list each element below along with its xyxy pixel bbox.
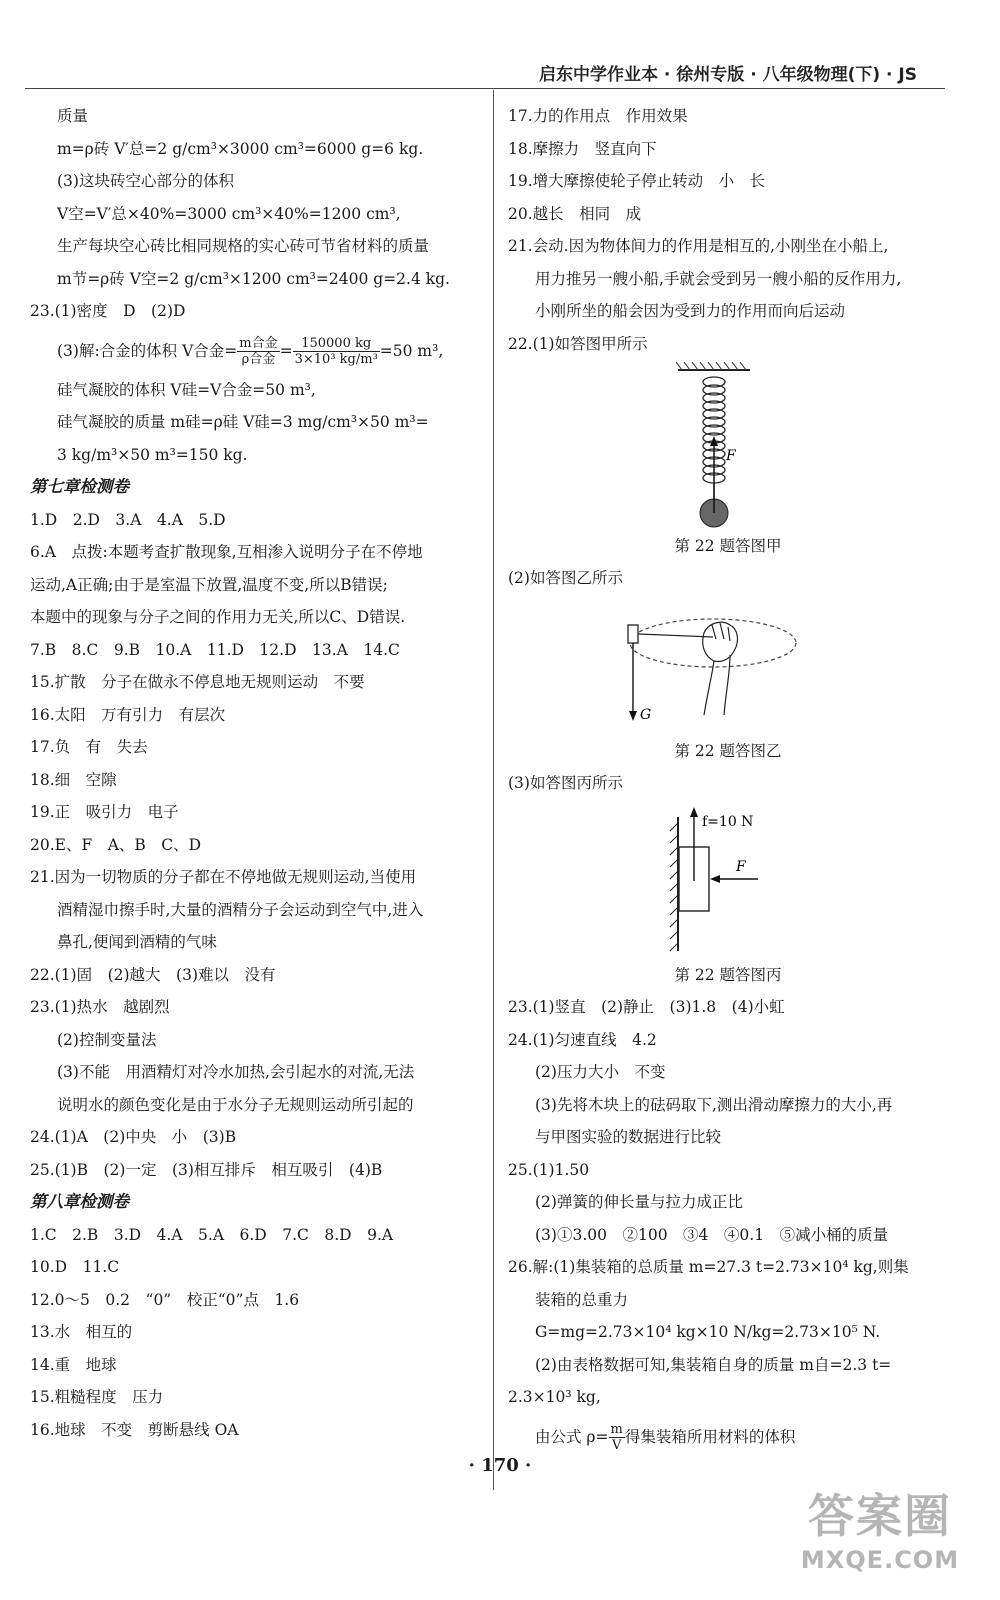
answer-line: 24.(1)A (2)中央 小 (3)B	[30, 1128, 237, 1146]
swinging-object-diagram	[508, 595, 948, 735]
answer-line: (2)由表格数据可知,集装箱自身的质量 m自=2.3 t=	[535, 1355, 892, 1374]
fraction	[609, 1422, 625, 1453]
figure-swinging-object	[508, 595, 948, 735]
answer-line: 说明水的颜色变化是由于水分子无规则运动所引起的	[57, 1095, 414, 1114]
answer-line: 本题中的现象与分子之间的作用力无关,所以C、D错误.	[30, 608, 406, 626]
push-force-label: F	[736, 859, 746, 875]
fraction	[293, 336, 380, 367]
answer-line: 24.(1)匀速直线 4.2	[508, 1030, 657, 1049]
answer-line: 1.C 2.B 3.D 4.A 5.A 6.D 7.C 8.D 9.A	[30, 1225, 394, 1244]
formula-line	[508, 1414, 948, 1460]
answer-line: (2)压力大小 不变	[535, 1063, 666, 1081]
column-divider	[493, 90, 494, 1490]
answer-line: (3)如答图丙所示	[508, 773, 623, 792]
answer-line: (2)弹簧的伸长量与拉力成正比	[535, 1193, 743, 1211]
answer-line: 20.E、F A、B C、D	[30, 835, 202, 854]
formula-text: (3)解:合金的体积 V合金=	[57, 341, 238, 360]
answer-line: (2)如答图乙所示	[508, 569, 623, 587]
answer-line: 12.0～5 0.2 “0” 校正“0”点 1.6	[30, 1290, 300, 1309]
answer-line: 14.重 地球	[30, 1355, 117, 1374]
answer-line: 23.(1)密度 D (2)D	[30, 302, 186, 320]
answer-line: 质量	[57, 107, 89, 125]
force-label-f: F	[726, 448, 736, 464]
formula-text: 得集装箱所用材料的体积	[624, 1427, 796, 1446]
fraction-denominator: ρ合金	[241, 352, 276, 367]
formula-line	[30, 328, 480, 374]
spring-ball-diagram	[508, 360, 948, 530]
right-column	[508, 100, 948, 1460]
page-number: · 170 ·	[468, 1455, 532, 1476]
figure-caption: 第 22 题答图乙	[674, 741, 782, 760]
answer-line: 25.(1)B (2)一定 (3)相互排斥 相互吸引 (4)B	[30, 1160, 383, 1179]
friction-label: f=10 N	[702, 814, 754, 830]
fraction-numerator: m合金	[239, 336, 278, 351]
answer-line: (3)这块砖空心部分的体积	[57, 172, 234, 190]
figure-spring-ball	[508, 360, 948, 530]
answer-line: 15.扩散 分子在做永不停息地无规则运动 不要	[30, 673, 365, 691]
answer-line: 1.D 2.D 3.A 4.A 5.D	[30, 510, 226, 529]
answer-line: V空=V′总×40%=3000 cm³×40%=1200 cm³,	[57, 204, 401, 223]
answer-line: 生产每块空心砖比相同规格的实心砖可节省材料的质量	[57, 237, 430, 255]
answer-line: 16.太阳 万有引力 有层次	[30, 705, 226, 724]
formula-text: =50 m³,	[379, 341, 444, 360]
answer-line: 7.B 8.C 9.B 10.A 11.D 12.D 13.A 14.C	[30, 640, 400, 659]
answer-line: 21.因为一切物质的分子都在不停地做无规则运动,当使用	[30, 868, 417, 886]
figure-caption: 第 22 题答图甲	[674, 537, 782, 555]
formula-text: =	[279, 341, 293, 360]
formula-text: 由公式 ρ=	[535, 1427, 609, 1446]
answer-line: 13.水 相互的	[30, 1323, 133, 1341]
answer-line: 10.D 11.C	[30, 1258, 120, 1276]
fraction-denominator: 3×10³ kg/m³	[294, 352, 378, 367]
section-title-chapter8: 第八章检测卷	[30, 1192, 129, 1211]
figure-caption: 第 22 题答图丙	[674, 966, 782, 984]
answer-line: 22.(1)固 (2)越大 (3)难以 没有	[30, 965, 276, 984]
watermark-url: MXQE.COM	[800, 1546, 960, 1574]
answer-line: 与甲图实验的数据进行比较	[535, 1128, 722, 1146]
answer-line: 17.力的作用点 作用效果	[508, 107, 688, 125]
block-wall-diagram	[508, 799, 948, 959]
answer-line: 22.(1)如答图甲所示	[508, 334, 648, 353]
answer-line: (3)先将木块上的砝码取下,测出滑动摩擦力的大小,再	[535, 1095, 893, 1114]
answer-line: 6.A 点拨:本题考查扩散现象,互相渗入说明分子在不停地	[30, 543, 423, 561]
answer-line: 17.负 有 失去	[30, 738, 148, 756]
answer-line: 18.细 空隙	[30, 770, 117, 789]
answer-line: 19.正 吸引力 电子	[30, 803, 179, 821]
answer-line: 20.越长 相同 成	[508, 204, 642, 223]
answer-line: (2)控制变量法	[57, 1030, 157, 1049]
answer-line: 26.解:(1)集装箱的总质量 m=27.3 t=2.73×10⁴ kg,则集	[508, 1258, 909, 1276]
section-title-chapter7: 第七章检测卷	[30, 477, 129, 496]
answer-line: m节=ρ砖 V空=2 g/cm³×1200 cm³=2400 g=2.4 kg.	[57, 269, 450, 288]
fraction-numerator: m	[610, 1422, 623, 1437]
answer-line: 3 kg/m³×50 m³=150 kg.	[57, 445, 248, 464]
fraction-denominator: V	[612, 1438, 622, 1453]
answer-line: 装箱的总重力	[535, 1290, 629, 1309]
fraction	[237, 336, 279, 367]
answer-line: m=ρ砖 V′总=2 g/cm³×3000 cm³=6000 g=6 kg.	[57, 139, 424, 158]
answer-line: 小刚所坐的船会因为受到力的作用而向后运动	[535, 302, 846, 320]
gravity-label-g: G	[640, 706, 652, 723]
answer-line: 15.粗糙程度 压力	[30, 1388, 164, 1406]
answer-line: 21.会动.因为物体间力的作用是相互的,小刚坐在小船上,	[508, 237, 889, 255]
header-title: 启东中学作业本 · 徐州专版 · 八年级物理(下) · JS	[539, 65, 917, 85]
answer-line: G=mg=2.73×10⁴ kg×10 N/kg=2.73×10⁵ N.	[535, 1323, 881, 1341]
answer-line: (3)①3.00 ②100 ③4 ④0.1 ⑤减小桶的质量	[535, 1225, 889, 1244]
fraction-numerator: 150000 kg	[293, 336, 380, 352]
watermark-logo	[790, 1480, 970, 1580]
answer-line: 16.地球 不变 剪断悬线 OA	[30, 1420, 239, 1439]
figure-block-wall	[508, 799, 948, 959]
answer-line: 酒精湿巾擦手时,大量的酒精分子会运动到空气中,进入	[57, 900, 424, 919]
answer-line: 鼻孔,便闻到酒精的气味	[57, 933, 217, 951]
answer-line: 2.3×10³ kg,	[508, 1388, 601, 1406]
answer-line: 18.摩擦力 竖直向下	[508, 139, 657, 158]
answer-line: 用力推另一艘小船,手就会受到另一艘小船的反作用力,	[535, 269, 902, 288]
answer-line: 23.(1)热水 越剧烈	[30, 998, 170, 1016]
answer-line: 硅气凝胶的体积 V硅=V合金=50 m³,	[57, 380, 316, 399]
answer-line: 硅气凝胶的质量 m硅=ρ硅 V硅=3 mg/cm³×50 m³=	[57, 413, 429, 431]
answer-line: 23.(1)竖直 (2)静止 (3)1.8 (4)小虹	[508, 998, 785, 1016]
answer-line: (3)不能 用酒精灯对冷水加热,会引起水的对流,无法	[57, 1063, 415, 1081]
page-header	[25, 60, 945, 89]
answer-line: 25.(1)1.50	[508, 1160, 590, 1179]
left-column	[30, 100, 480, 1446]
watermark-text: 答案圈	[808, 1489, 952, 1543]
answer-line: 19.增大摩擦使轮子停止转动 小 长	[508, 172, 766, 190]
answer-line: 运动,A正确;由于是室温下放置,温度不变,所以B错误;	[30, 575, 388, 594]
